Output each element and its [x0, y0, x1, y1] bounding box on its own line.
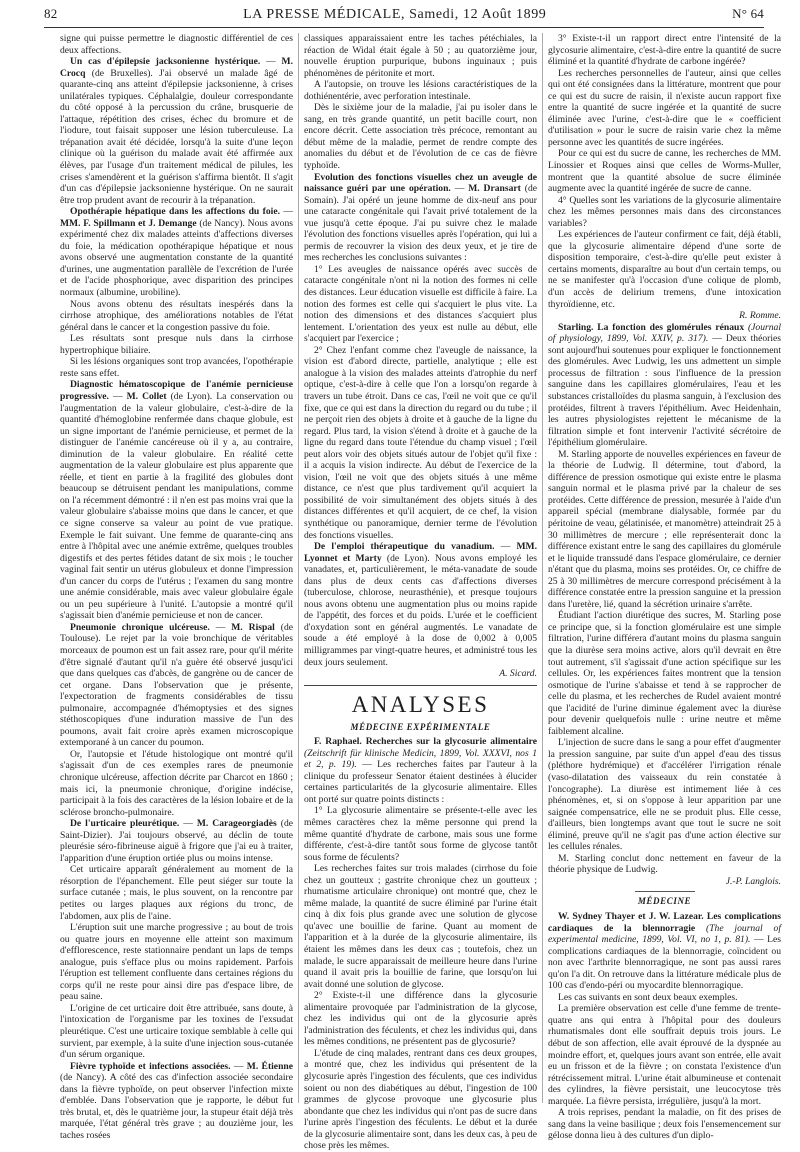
- article-author: Starling.: [558, 321, 594, 333]
- page-number: 82: [44, 6, 58, 21]
- article-source: (Journal of physiology, 1899, Vol. XXIV, p. 317).: [548, 321, 781, 345]
- article-text: (de Nancy). Nous avons expérimenté chez dix malades atteints d'affections diverses du foie, la médication opothérapique hépatique et nous avons observé une augmentation constante de la quantité d'urines, une augmentation parallèle de l'excrétion de l'urée et de l'acide phosphorique, avec disparition des principes normaux (albumine, urobiline).: [60, 217, 293, 299]
- article: Pneumonie chronique ulcéreuse. — M. Rispal (de Toulouse). Le rejet par la voie bronchique de véritables morceaux de poumon est un fait assez rare, pour qu'il mérite d'être signalé d'autant qu'il n'a guère été observé jusqu'ici que dans quelques cas d'abcès, de gangrène ou de cancer de cet organe. Dans l'observation que je présente, l'expectoration de fragments considérables de tissu pulmonaire, accompagnée d'hémoptysies et des signes stéthoscopiques d'une induration massive de l'un des poumons, avait fait croire après examen microscopique extemporané à un cancer du poumon.: [60, 621, 293, 749]
- signature: R. Romme.: [739, 310, 781, 322]
- paragraph: Les cas suivants en sont deux beaux exemples.: [558, 991, 738, 1003]
- article-title: La fonction des glomérules rénaux: [597, 321, 745, 333]
- article-title: Un cas d'épilepsie jacksonienne hystérique.: [70, 56, 261, 68]
- column-divider: [542, 33, 543, 1103]
- article-author: MM. F. Spillmann et J. Demange: [60, 217, 197, 229]
- paragraph: Pour ce qui est du sucre de canne, les recherches de MM. Linossier et Roques ainsi que celles de Worms-Muller, montrent que la quantité absolue de sucre éliminée augmente avec la quantité ingérée de sucre de canne.: [548, 148, 781, 195]
- article-text: (de Somain). J'ai opéré un jeune homme de dix-neuf ans pour une cataracte congénitale qui l'avait privé totalement de la vue jusqu'à cette époque. J'ai pu suivre chez le malade l'évolution des fonctions visuelles après l'opération, qui lui a permis de recouvrer la vision des deux yeux, et je tire de mes recherches les conclusions suivantes :: [304, 183, 538, 264]
- paragraph: 4° Quelles sont les variations de la glycosurie alimentaire chez les mêmes personnes mais dans des circonstances variables?: [548, 194, 781, 229]
- article: Starling. La fonction des glomérules rénaux (Journal of physiology, 1899, Vol. XXIV, p. 317). — Deux théories sont aujourd'hui soutenues pour expliquer le fonctionnement des glomérules. Avec Ludwig, les uns admettent un simple processus de filtration : sous l'influence de la pression sanguine dans les capillaires glomérulaires, l'eau et les substances cristalloïdes du plasma sanguin, à l'exclusion des protéides, filtrent à travers l'épithélium. Avec Heidenhain, les autres physiologistes rejettent le mécanisme de la filtration simple et font intervenir l'activité sécrétoire de l'épithélium glomérulaire.: [548, 321, 781, 449]
- issue-number: N° 64: [732, 6, 764, 21]
- journal-title: LA PRESSE MÉDICALE, Samedi, 12 Août 1899: [243, 7, 547, 22]
- article-title: Recherches sur la glycosurie alimentaire: [365, 736, 537, 748]
- paragraph: Les recherches faites sur trois malades (cirrhose du foie chez un goutteux ; gastrite chronique chez un goutteux ; rhumatisme articulaire chronique) ont montré que, chez le même malade, la quantité de sucre éliminé par l'urine était cinq à dix fois plus grande avec une solution de glycose qu'avec une bouillie de farine. Quant au moment de l'apparition et à la durée de la glycosurie alimentaire, ils étaient les mêmes dans les deux cas ; toutefois, chez un malade, le sucre apparaissait de meilleure heure dans l'urine quand il avait pris la bouillie de farine, que lorsqu'on lui avait donné une solution de glycose.: [304, 863, 537, 990]
- section-rule: [304, 685, 537, 686]
- article-text: Les recherches faites par l'auteur à la clinique du professeur Senator étaient destinées à élucider certaines particularités de la glycosurie alimentaire. Elles ont porté sur quatre points distincts :: [304, 759, 537, 805]
- paragraph: A trois reprises, pendant la maladie, on fit des prises de sang dans la veine basilique ; deux fois l'ensemencement sur gélose donna lieu à des cultures d'un diplo-: [548, 1107, 781, 1142]
- article-text: Deux théories sont aujourd'hui soutenues pour expliquer le fonctionnement des glomérules. Avec Ludwig, les uns admettent un simple processus de filtration : sous l'influence de la pression sanguine dans les capillaires glomérulaires, l'eau et les substances cristalloïdes du plasma sanguin, à l'exclusion des protéides, filtrent à travers l'épithélium. Avec Heidenhain, les autres physiologistes rejettent le mécanisme de la filtration simple et font intervenir l'activité sécrétoire de l'épithélium glomérulaire.: [548, 333, 781, 449]
- article-title: Diagnostic hématoscopique de l'anémie pernicieuse progressive.: [60, 379, 293, 402]
- column-1: [60, 33, 293, 1141]
- paragraph: Les expériences de l'auteur confirment ce fait, déjà établi, que la glycosurie alimentaire dépend d'une sorte de disposition temporaire, c'est-à-dire qu'elle peut exister à certains moments, disparaître au bout d'un certain temps, ou ne se manifester qu'à l'occasion d'une colique de plomb, d'un accès de delirium tremens, d'une intoxication thyroïdienne, etc.: [548, 229, 781, 310]
- page-header: [44, 6, 764, 28]
- section-rule: [635, 891, 695, 892]
- section-heading: MÉDECINE EXPÉRIMENTALE: [350, 721, 491, 732]
- article-text: Les complications cardiaques de la blennorragie, coïncident ou non avec l'arthrite blennorragique, ne sont pas aussi rares qu'on l'a dit. On retrouve dans la littérature médicale plus de 100 cas d'endo-péri ou myocardite blennorragique.: [548, 934, 782, 992]
- signature: A. Sicard.: [499, 668, 537, 680]
- article-author: MM. Lyonnet et Marty: [304, 541, 538, 564]
- article-author: F. Raphael.: [314, 736, 362, 748]
- article-author: M. Rispal: [231, 621, 275, 633]
- article: Diagnostic hématoscopique de l'anémie pernicieuse progressive. — M. Collet (de Lyon). La conservation ou l'augmentation de la valeur globulaire, c'est-à-dire de la quantité d'hémoglobine renfermée dans chaque globule, est un signe important de l'anémie pernicieuse, et permet de la distinguer de l'anémie cancéreuse où il y a, au contraire, diminution de la valeur globulaire. En réalité cette augmentation de la valeur globulaire est plus apparente que réelle, et tient en partie à la fragilité des globules dont beaucoup se détruisent pendant les manipulations, comme on l'a récemment démontré : il n'en est pas moins vrai que la valeur globulaire s'abaisse moins que dans le cancer, et que ce signe conserve sa valeur au point de vue pratique. Exemple le fait suivant. Une femme de quarante-cinq ans entre à l'hôpital avec une anémie extrême, quelques troubles digestifs et des pertes fétides datant de six mois ; le toucher vaginal fait sentir un utérus globuleux et donne l'impression d'un cancer du corps de l'utérus ; l'examen du sang montre une anémie considérable, mais avec valeur globulaire égale ou un peu supérieure à l'unité. L'autopsie a montré qu'il s'agissait bien d'anémie pernicieuse et non de cancer.: [60, 379, 293, 622]
- paragraph: Cet urticaire apparaît généralement au moment de la résorption de l'épanchement. Elle peut siéger sur toute la surface cutanée ; mais, le plus souvent, on la rencontre par petites ou larges plaques aux régions du tronc, de l'abdomen, aux plis de l'aine.: [60, 864, 293, 922]
- article: Un cas d'épilepsie jacksonienne hystérique. — M. Crocq (de Bruxelles). J'ai observé un malade âgé de quarante-cinq ans atteint d'épilepsie jacksonienne, à crises unilatérales typiques. Céphalalgie, douleur correspondante du côté opposé à la percussion du crâne, brusquerie de l'attaque, répétition des crises, échec du bromure et de l'iodure, tout faisait supposer une lésion tuberculeuse. La trépanation avait été décidée, lorsqu'à la suite d'une leçon clinique où la guérison du malade avait été affirmée aux élèves, par l'usage d'un traitement médical de pilules, les crises s'amendèrent et la guérison s'affirma bientôt. Il s'agit d'un cas d'épilepsie jacksonienne hystérique. On ne saurait être trop prudent avant de recourir à la trépanation.: [60, 56, 293, 206]
- paragraph: La première observation est celle d'une femme de trente-quatre ans qui entra à l'hôpital pour des douleurs rhumatismales dont elle souffrait depuis trois jours. Le début de son affection, elle avait éprouvé de la dyspnée au moindre effort, et, quelques jours avant son entrée, elle avait eu un frisson et de la fièvre ; on constata l'existence d'un rétrécissement mitral. L'urine était albumineuse et contenait des cylindres, la fièvre persistait, une leucocytose très marquée. La fièvre persista, irrégulière, jusqu'à la mort.: [548, 1003, 781, 1107]
- article-text: (de Toulouse). Le rejet par la voie bronchique de véritables morceaux de poumon est un fait assez rare, pour qu'il mérite d'être signalé d'autant qu'il n'a guère été observé jusqu'ici que dans quelques cas d'abcès, de gangrène ou de cancer de cet organe. Dans l'observation que je présente, l'expectoration de fragments considérables de tissu pulmonaire, accompagnée d'hémoptysies et des signes stéthoscopiques d'une induration massive de l'un des poumons, avait fait croire après examen microscopique extemporané à un cancer du poumon.: [60, 621, 293, 749]
- article: De l'urticaire pleurétique. — M. Carageorgiadès (de Saint-Dizier). J'ai toujours observé, au déclin de toute pleurésie séro-fibrineuse aiguë à frigore que j'ai eu à traiter, l'apparition d'une éruption ortiée plus ou moins intense.: [60, 818, 293, 864]
- section-heading: MÉDECINE: [637, 896, 692, 907]
- paragraph: L'injection de sucre dans le sang a pour effet d'augmenter la pression sanguine, par suite d'un appel d'eau des tissus (pléthore hydrémique) et d'accélérer l'irrigation rénale (vaso-dilatation des vaisseaux du rein constatée à l'oncographe). La diurèse est intimement liée à ces phénomènes, et, si on s'oppose à leur apparition par une saignée compensatrice, elle ne se produit plus. Elle cesse, d'ailleurs, bien longtemps avant que tout le sucre ne soit éliminé, preuve qu'il ne s'agit pas d'une action élective sur les cellules rénales.: [548, 737, 781, 853]
- article-text: (de Saint-Dizier). J'ai toujours observé, au déclin de toute pleurésie séro-fibrineuse aiguë à frigore que j'ai eu à traiter, l'apparition d'une éruption ortiée plus ou moins intense.: [60, 818, 293, 864]
- paragraph: Or, l'autopsie et l'étude histologique ont montré qu'il s'agissait d'un de ces exemples rares de pneumonie chronique ulcéreuse, affection décrite par Charcot en 1860 ; mais ici, la pneumonie chronique, d'origine indécise, participait à la fois des caractères de la lésion lobaire et de la sclérose broncho-pulmonaire.: [60, 748, 293, 818]
- article: F. Raphael. Recherches sur la glycosurie alimentaire (Zeitschrift für klinische Medicin, 1899, Vol. XXXVI, nos 1 et 2, p. 19). — Les recherches faites par l'auteur à la clinique du professeur Senator étaient destinées à élucider certaines particularités de la glycosurie alimentaire. Elles ont porté sur quatre points distincts :: [304, 736, 537, 805]
- article-title: Fièvre typhoïde et infections associées.: [70, 1060, 231, 1072]
- paragraph: L'éruption suit une marche progressive ; au bout de trois ou quatre jours en moyenne elle atteint son maximum d'efflorescence, reste stationnaire pendant un laps de temps analogue, puis s'efface plus ou moins rapidement. Parfois l'éruption est tellement confluente dans certaines régions du corps qu'il ne reste pour ainsi dire pas d'espace libre, de peau saine.: [60, 922, 293, 1003]
- paragraph: 2° Existe-t-il une différence dans la glycosurie alimentaire provoquée par l'administration de la glycose, chez les individus qui ont de la glycosurie après l'administration des féculents, et chez les individus qui, dans les mêmes conditions, ne présentent pas de glycosurie?: [304, 990, 537, 1048]
- article-source: (The journal of experimental medicine, 1899, Vol. VI, no 1, p. 81).: [548, 922, 781, 946]
- signature: J.-P. Langlois.: [725, 875, 781, 887]
- article-title: Pneumonie chronique ulcéreuse.: [70, 621, 210, 633]
- article-text: (de Lyon). La conservation ou l'augmentation de la valeur globulaire, c'est-à-dire de la quantité d'hémoglobine renfermée dans chaque globule, est un signe important de l'anémie pernicieuse, et permet de la distinguer de l'anémie cancéreuse où il y a, au contraire, diminution de la valeur globulaire. En réalité cette augmentation de la valeur globulaire est plus apparente que réelle, et tient en partie à la fragilité des globules dont beaucoup se détruisent pendant les manipulations, comme on l'a récemment démontré : il n'en est pas moins vrai que la valeur globulaire s'abaisse moins que dans le cancer, et que ce signe conserve sa valeur au point de vue pratique. Exemple le fait suivant. Une femme de quarante-cinq ans entre à l'hôpital avec une anémie extrême, quelques troubles digestifs et des pertes fétides datant de six mois ; le toucher vaginal fait sentir un utérus globuleux et donne l'impression d'un cancer du corps de l'utérus ; l'examen du sang montre une anémie considérable, mais avec valeur globulaire égale ou un peu supérieure à l'unité. L'autopsie a montré qu'il s'agissait bien d'anémie pernicieuse et non de cancer.: [60, 390, 293, 622]
- paragraph: classiques apparaissaient entre les taches pétéchiales, la réaction de Widal était égale à 50 ; au quatorzième jour, nouvelle éruption purpurique, bubons inguinaux ; puis phénomènes de péritonite et mort.: [304, 33, 537, 79]
- paragraph: A l'autopsie, on trouve les lésions caractéristiques de la dothiénentérie, avec perforation intestinale.: [304, 79, 537, 102]
- article-author: M. Carageorgiadès: [196, 818, 277, 830]
- article-title: Evolution des fonctions visuelles chez un aveugle de naissance guéri par une opération.: [304, 171, 537, 195]
- article-title: De l'emploi thérapeutique du vanadium.: [314, 541, 495, 553]
- column-divider: [298, 33, 299, 1103]
- paragraph: L'étude de cinq malades, rentrant dans ces deux groupes, a montré que, chez les individus qui présentent de la glycosurie après l'ingestion des féculents, que ces individus soient ou non des diabétiques au début, l'ingestion de 100 grammes de glycose provoque une glycosurie plus abondante que chez les individus qui n'ont pas de sucre dans l'urine après l'ingestion des féculents. Le début et la durée de la glycosurie alimentaire sont, dans les deux cas, à peu de chose près les mêmes.: [304, 1047, 537, 1152]
- column-3: [548, 33, 782, 1142]
- article-author: M. Étienne: [246, 1060, 293, 1072]
- paragraph: Les recherches personnelles de l'auteur, ainsi que celles qui ont été consignées dans la littérature, montrent que pour ce qui est du sucre de raisin, il n'existe aucun rapport fixe entre la quantité de sucre ingérée et la quantité de sucre éliminée avec l'urine, c'est-à-dire que le « coefficient d'utilisation » pour le sucre de raisin varie chez la même personne avec les quantités de sucre ingérées.: [548, 67, 781, 148]
- article-author: M. Collet: [126, 390, 167, 402]
- paragraph: Si les lésions organiques sont trop avancées, l'opothérapie reste sans effet.: [60, 356, 293, 379]
- paragraph: 1° La glycosurie alimentaire se présente-t-elle avec les mêmes caractères chez la même personne qui prend la même quantité d'hydrate de carbone, mais sous une forme différente, c'est-à-dire tantôt sous forme de glycose tantôt sous forme de féculents?: [304, 805, 537, 863]
- paragraph: 1° Les aveugles de naissance opérés avec succès de cataracte congénitale n'ont ni la notion des formes ni celle des distances. Leur éducation visuelle est difficile à faire. La notion des formes est celle qui s'acquiert le plus vite. La notion des dimensions et des distances s'acquiert plus lentement. L'orientation des yeux est nulle au début, elle s'acquiert par l'exercice ;: [304, 263, 537, 345]
- paragraph: signe qui puisse permettre le diagnostic différentiel de ces deux affections.: [60, 33, 293, 56]
- article-author: M. Crocq: [60, 56, 293, 79]
- article-author: M. Dransart: [468, 183, 521, 195]
- paragraph: Les résultats sont presque nuls dans la cirrhose hypertrophique biliaire.: [60, 333, 293, 356]
- article: Evolution des fonctions visuelles chez un aveugle de naissance guéri par une opération. — M. Dransart (de Somain). J'ai opéré un jeune homme de dix-neuf ans pour une cataracte congénitale qui l'avait privé totalement de la vue jusqu'à cette époque. J'ai pu suivre chez le malade l'évolution des fonctions visuelles après l'opération, qui lui a permis de recouvrer la vision des deux yeux, et je tire de mes recherches les conclusions suivantes :: [304, 171, 538, 264]
- article-title: Les complications cardiaques de la blennorragie: [548, 911, 781, 934]
- column-2: [304, 33, 538, 1152]
- article-source: (Zeitschrift für klinische Medicin, 1899, Vol. XXXVI, nos 1 et 2, p. 19).: [304, 747, 537, 771]
- analyses-heading: ANALYSES: [351, 691, 490, 717]
- paragraph: M. Starling apporte de nouvelles expériences en faveur de la théorie de Ludwig. Il détermine, tout d'abord, la différence de pression osmotique qui existe entre le plasma sanguin normal et le plasma privé par la chaleur de ses protéides. Cette différence de pression, mesurée à l'aide d'un appareil spécial (membrane dialysable, formée par du péritoine de veau, gélatinisée, et manomètre) atteindrait 25 à 30 millimètres de mercure ; elle représenterait donc la différence existant entre le sang des capillaires du glomérule et le liquide transsudé dans l'espace glomérulaire, ce dernier n'étant que du plasma, moins ses protéides. Or, ce chiffre de 25 à 30 millimètres de mercure correspond précisément à la différence constatée entre la pression sanguine et la pression dans l'uretère, lié, quand la sécrétion urinaire s'arrête.: [548, 448, 781, 610]
- paragraph: Étudiant l'action diurétique des sucres, M. Starling pose ce principe que, si la fonction glomérulaire est une simple filtration, l'urine différera d'autant moins du plasma sanguin que la diurèse sera moins active, alors qu'il devrait en être tout autrement, s'il s'agissait d'une action spécifique sur les cellules. Or, les expériences faites montrent que la tension osmotique de l'urine s'abaisse et tend à se rapprocher de celle du plasma, et les recherches de Rudel avaient montré que l'acidité de l'urine diminue également avec la diurèse pour devenir quelquefois nulle : urine neutre et même faiblement alcaline.: [548, 610, 781, 737]
- article-text: (de Lyon). Nous avons employé les vanadates, et, particulièrement, le méta-vanadate de soude dans plus de deux cents cas d'affections diverses (tuberculose, chlorose, neurasthénie), et presque toujours nous avons obtenu une augmentation plus ou moins rapide de l'appétit, des forces et du poids. L'urée et le coefficient d'oxydation sont en général augmentés. Le vanadate de soude a été employé à la dose de 0,002 à 0,005 milligrammes par vingt-quatre heures, et administré tous les deux jours seulement.: [304, 552, 537, 668]
- article: W. Sydney Thayer et J. W. Lazear. Les complications cardiaques de la blennorragie (The journal of experimental medicine, 1899, Vol. VI, no 1, p. 81). — Les complications cardiaques de la blennorragie, coïncident ou non avec l'arthrite blennorragique, ne sont pas aussi rares qu'on l'a dit. On retrouve dans la littérature médicale plus de 100 cas d'endo-péri ou myocardite blennorragique.: [548, 911, 782, 992]
- article-text: (de Bruxelles). J'ai observé un malade âgé de quarante-cinq ans atteint d'épilepsie jacksonienne, à crises unilatérales typiques. Céphalalgie, douleur correspondante du côté opposé à la percussion du crâne, brusquerie de l'attaque, répétition des crises, échec du bromure et de l'iodure, tout faisait supposer une lésion tuberculeuse. La trépanation avait été décidée, lorsqu'à la suite d'une leçon clinique où la guérison du malade avait été affirmée aux élèves, par l'usage d'un traitement médical de pilules, les crises s'amendèrent et la guérison s'affirma bientôt. Il s'agit d'un cas d'épilepsie jacksonienne hystérique. On ne saurait être trop prudent avant de recourir à la trépanation.: [60, 67, 293, 206]
- article-title: Opothérapie hépatique dans les affections du foie.: [70, 206, 280, 218]
- article-text: (de Nancy). A côté des cas d'infection associée secondaire dans la fièvre typhoïde, on peut observer l'infection mixte d'emblée. Dans l'observation que je rapporte, le début fut très brutal, et, dès le quatrième jour, la stupeur était déjà très marquée, l'état général très grave ; au douzième jour, les taches rosées: [60, 1072, 293, 1141]
- paragraph: L'origine de cet urticaire doit être attribuée, sans doute, à l'intoxication de l'organisme par les toxines de l'exsudat pleurétique. C'est une urticaire toxique semblable à celle qui survient, par exemple, à la suite d'une injection sous-cutanée d'un sérum organique.: [60, 1002, 293, 1061]
- article: De l'emploi thérapeutique du vanadium. — MM. Lyonnet et Marty (de Lyon). Nous avons employé les vanadates, et, particulièrement, le méta-vanadate de soude dans plus de deux cents cas d'affections diverses (tuberculose, chlorose, neurasthénie), et presque toujours nous avons obtenu une augmentation plus ou moins rapide de l'appétit, des forces et du poids. L'urée et le coefficient d'oxydation sont en général augmentés. Le vanadate de soude a été employé à la dose de 0,002 à 0,005 milligrammes par vingt-quatre heures, et administré tous les deux jours seulement.: [304, 541, 538, 668]
- paragraph: 3° Existe-t-il un rapport direct entre l'intensité de la glycosurie alimentaire, c'est-à-dire entre la quantité de sucre éliminé et la quantité d'hydrate de carbone ingérée?: [548, 33, 781, 68]
- article: Opothérapie hépatique dans les affections du foie. — MM. F. Spillmann et J. Demange (de Nancy). Nous avons expérimenté chez dix malades atteints d'affections diverses du foie, la médication opothérapique hépatique et nous avons observé une augmentation constante de la quantité d'urines, une augmentation parallèle de l'excrétion de l'urée et de l'acide phosphorique, avec disparition des principes normaux (albumine, urobiline).: [60, 206, 293, 299]
- article-author: W. Sydney Thayer et J. W. Lazear.: [558, 911, 704, 923]
- article-title: De l'urticaire pleurétique.: [70, 818, 180, 830]
- paragraph: Dès le sixième jour de la maladie, j'ai pu isoler dans le sang, en très grande quantité, un petit bacille court, non encore décrit. Cette association très précoce, remontant au début même de la maladie, permet de rendre compte des anomalies du début et de l'évolution de ce cas de fièvre typhoïde.: [304, 102, 537, 172]
- header-rule: [44, 27, 764, 28]
- paragraph: 2° Chez l'enfant comme chez l'aveugle de naissance, la vision est d'abord directe, partielle, analytique ; elle est analogue à la vision des malades atteints d'atrophie du nerf optique, c'est-à-dire à celle que l'on a lorsqu'on regarde à travers un tube étroit. Dans ce cas, l'œil ne voit que ce qu'il fixe, que ce qui est dans la direction du regard ou du tube ; il ne perçoit rien des objets à droite et à gauche de la ligne du regard. Plus tard, la vision s'étend à droite et à gauche de la ligne du regard dans toute l'étendue du champ visuel ; l'œil peut alors voir des objets situés autour de l'objet qu'il fixe : il a acquis la vision indirecte. Au début de l'exercice de la vision, l'œil ne voit que des objets situés à une même distance, ce n'est que plus tardivement qu'il acquiert la possibilité de voir simultanément des objets situés à des distances différentes et qu'il acquiert, de ce chef, la vision synthétique ou panoramique, dernier terme de l'évolution des fonctions visuelles.: [304, 344, 537, 541]
- paragraph: Nous avons obtenu des résultats inespérés dans la cirrhose atrophique, des améliorations notables de l'état général dans le cancer et la congestion passive du foie.: [60, 298, 293, 333]
- paragraph: M. Starling conclut donc nettement en faveur de la théorie physique de Ludwig.: [548, 852, 781, 876]
- article: Fièvre typhoïde et infections associées. — M. Étienne (de Nancy). A côté des cas d'infection associée secondaire dans la fièvre typhoïde, on peut observer l'infection mixte d'emblée. Dans l'observation que je rapporte, le début fut très brutal, et, dès le quatrième jour, la stupeur était déjà très marquée, l'état général très grave ; au douzième jour, les taches rosées: [60, 1060, 293, 1141]
